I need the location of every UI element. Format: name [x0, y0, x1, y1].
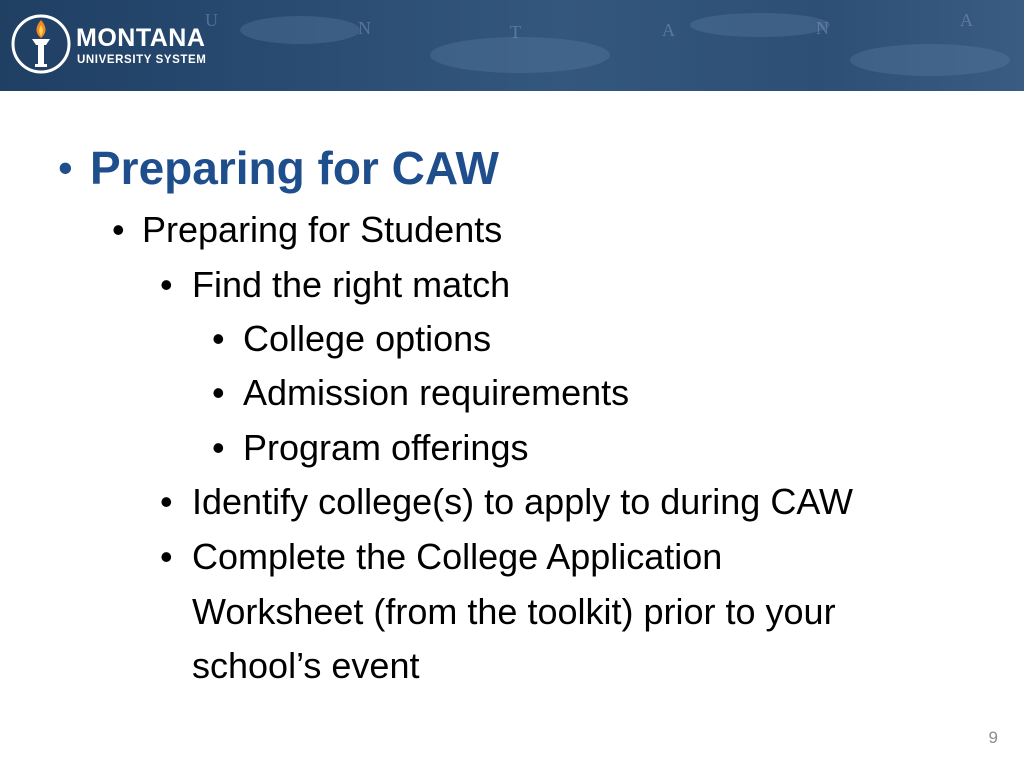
bullet-text: Program offerings [243, 427, 529, 468]
svg-text:U: U [205, 10, 218, 30]
bullet-glyph: • [112, 209, 125, 250]
svg-text:A: A [960, 10, 973, 30]
bullet-glyph: • [212, 372, 225, 413]
logo-title: MONTANA [76, 24, 206, 52]
bullet-text-line: Complete the College Application [192, 536, 723, 577]
bullet-glyph: • [212, 427, 225, 468]
heading-text: Preparing for CAW [90, 142, 499, 194]
svg-text:T: T [510, 22, 521, 42]
bullet-text: Preparing for Students [142, 209, 503, 250]
svg-text:N: N [816, 18, 829, 38]
logo-subtitle: UNIVERSITY SYSTEM [77, 54, 207, 66]
svg-text:A: A [662, 20, 675, 40]
bullet-text: Admission requirements [243, 372, 630, 413]
bullet-text: Identify college(s) to apply to during CAW [192, 481, 853, 522]
page-number: 9 [988, 728, 998, 747]
bullet-glyph: • [160, 481, 173, 522]
svg-text:N: N [358, 18, 371, 38]
bullet-glyph: • [212, 318, 225, 359]
bullet-text: Find the right match [192, 264, 511, 305]
bullet-text-line: Worksheet (from the toolkit) prior to your [192, 591, 836, 632]
bullet-glyph: • [160, 264, 173, 305]
bullet-glyph: • [58, 144, 73, 191]
bullet-text: College options [243, 318, 492, 359]
bullet-glyph: • [160, 536, 173, 577]
bullet-text-line: school’s event [192, 645, 420, 686]
